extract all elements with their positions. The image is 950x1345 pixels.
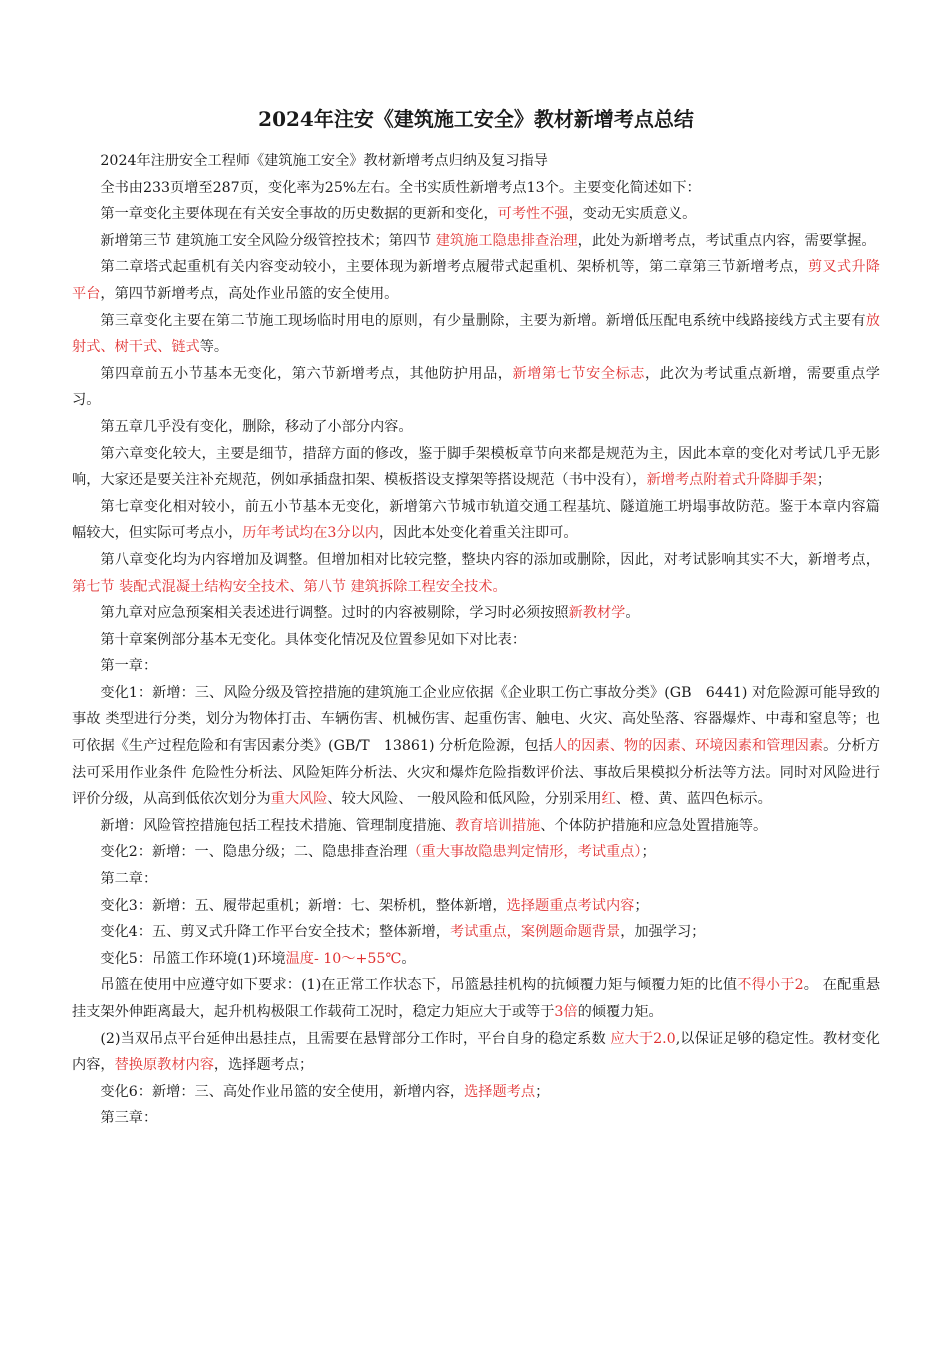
paragraph: [72, 228, 880, 255]
text-run: 变化2：新增：一、隐患分级；二、隐患排查治理: [100, 844, 408, 861]
paragraph: [72, 148, 880, 175]
text-run: ；: [535, 1083, 550, 1100]
text-run: ，此次为考试重点新增，需要重点学习。: [72, 365, 880, 409]
highlighted-text: 红: [601, 791, 616, 808]
paragraph: [72, 919, 880, 946]
text-run: ；: [641, 844, 656, 861]
text-run: ，加强学习；: [620, 924, 706, 941]
paragraph: [72, 680, 880, 813]
text-run: 第十章案例部分基本无变化。具体变化情况及位置参见如下对比表：: [100, 631, 527, 648]
highlighted-text: 选择题考点: [464, 1083, 536, 1100]
highlighted-text: 新教材学: [568, 605, 626, 622]
text-run: 变化6：新增：三、高处作业吊篮的安全使用，新增内容，: [100, 1083, 465, 1100]
text-run: 第八章变化均为内容增加及调整。但增加相对比较完整，整块内容的添加或删除，因此，对考试影响其实不大，新增考点，: [100, 551, 880, 568]
text-run: ，选择题考点；: [213, 1057, 314, 1074]
text-run: 。分析方法可采用作业条件 危险性分析法、风险矩阵分析法、火灾和爆炸危险指数评价法、事故后果模拟分析法等方法。同时对风险进行评价分级，从高到低依次划分为: [72, 738, 880, 808]
text-run: 第二章：: [100, 871, 158, 888]
text-run: 第五章几乎没有变化，删除，移动了小部分内容。: [100, 418, 413, 435]
paragraph: [72, 627, 880, 654]
text-run: 变化5：吊篮工作环境(1)环境: [100, 950, 286, 967]
highlighted-text: 不得小于2: [737, 977, 804, 994]
text-run: 变化4：五、剪叉式升降工作平台安全技术；整体新增，: [100, 924, 450, 941]
highlighted-text: 人的因素、物的因素、环境因素和管理因素: [552, 738, 824, 755]
highlighted-text: 重大风险: [270, 791, 328, 808]
text-run: 第九章对应急预案相关表述进行调整。过时的内容被剔除，学习时必须按照: [100, 605, 569, 622]
paragraph: [72, 308, 880, 361]
text-run: 新增第三节 建筑施工安全风险分级管控技术；第四节: [100, 232, 436, 249]
text-run: ；: [816, 472, 832, 489]
text-run: (2)当双吊点平台延伸出悬挂点，且需要在悬臂部分工作时，平台自身的稳定系数: [100, 1030, 611, 1047]
text-run: 。 在配重悬挂支架外伸距离最大，起升机构极限工作载荷工况时，稳定力矩应大于或等于: [72, 977, 881, 1020]
paragraph: [72, 1105, 880, 1132]
text-run: 第一章变化主要体现在有关安全事故的历史数据的更新和变化，: [100, 206, 498, 223]
paragraph: [72, 547, 880, 600]
paragraph: [72, 813, 880, 840]
text-run: 第六章变化较大，主要是细节，措辞方面的修改，鉴于脚手架模板章节向来都是规范为主，因此本章的变化对考试几乎无影响，大家还是要关注补充规范，例如承插盘扣架、模板搭设支撑架等搭设规范（书中没有），: [72, 445, 880, 489]
highlighted-text: 温度- 10～+55℃: [285, 950, 402, 967]
text-run: 2024年注册安全工程师《建筑施工安全》教材新增考点归纳及复习指导: [100, 153, 548, 169]
text-run: 吊篮在使用中应遵守如下要求：(1)在正常工作状态下，吊篮悬挂机构的抗倾覆力矩与倾覆力矩的比值: [100, 977, 738, 994]
text-run: 。: [625, 605, 640, 622]
text-run: 第四章前五小节基本无变化，第六节新增考点，其他防护用品，: [100, 365, 513, 382]
paragraph: [72, 1079, 880, 1106]
paragraph: [72, 494, 880, 547]
paragraph: [72, 414, 880, 441]
text-run: 的倾覆力矩。: [577, 1004, 663, 1020]
highlighted-text: 新增第七节安全标志: [512, 365, 646, 382]
highlighted-text: 应大于2.0: [610, 1030, 676, 1047]
text-run: 第三章变化主要在第二节施工现场临时用电的原则，有少量删除，主要为新增。新增低压配电系统中线路接线方式主要有: [100, 312, 866, 329]
highlighted-text: 第七节 装配式混凝土结构安全技术、第八节 建筑拆除工程安全技术。: [72, 578, 507, 595]
text-run: 第一章：: [100, 658, 158, 675]
paragraph: [72, 653, 880, 680]
highlighted-text: 历年考试均在3分以内: [242, 525, 379, 542]
text-run: 、较大风险、 一般风险和低风险，分别采用: [327, 791, 602, 808]
text-run: 变化3：新增：五、履带起重机；新增：七、架桥机，整体新增，: [100, 897, 507, 914]
highlighted-text: 可考性不强: [497, 206, 569, 223]
paragraph: [72, 175, 880, 202]
text-run: ，因此本处变化着重关注即可。: [378, 525, 578, 542]
highlighted-text: 新增考点附着式升降脚手架: [646, 472, 817, 489]
text-run: 第三章：: [100, 1110, 158, 1127]
paragraph: [72, 972, 880, 1025]
highlighted-text: 替换原教材内容: [114, 1057, 214, 1074]
text-run: 新增：风险管控措施包括工程技术措施、管理制度措施、: [100, 817, 456, 834]
text-run: ，变动无实质意义。: [568, 206, 697, 223]
text-run: 。: [401, 950, 416, 967]
text-run: 等。: [199, 339, 229, 356]
paragraph: [72, 441, 880, 494]
text-run: ；: [634, 897, 649, 914]
document-body: [72, 148, 880, 1132]
text-run: 第七章变化相对较小，前五小节基本无变化，新增第六节城市轨道交通工程基坑、隧道施工坍塌事故防范。鉴于本章内容篇幅较大，但实际可考点小，: [72, 498, 880, 542]
highlighted-text: 放射式、树干式、链式: [72, 312, 880, 356]
text-run: 、个体防护措施和应急处置措施等。: [540, 817, 768, 834]
paragraph: [72, 893, 880, 920]
paragraph: [72, 839, 880, 866]
text-run: ,以保证足够的稳定性。教材变化内容，: [72, 1030, 880, 1074]
highlighted-text: 建筑施工隐患排查治理: [435, 232, 578, 249]
highlighted-text: 教育培训措施: [455, 817, 541, 834]
paragraph: [72, 1026, 880, 1079]
paragraph: [72, 254, 880, 307]
paragraph: [72, 946, 880, 973]
text-run: ，此处为新增考点，考试重点内容，需要掌握。: [577, 232, 876, 249]
highlighted-text: （重大事故隐患判定情形，考试重点）: [407, 844, 642, 861]
highlighted-text: 3倍: [554, 1004, 578, 1020]
highlighted-text: 考试重点，案例题命题背景: [449, 924, 621, 941]
paragraph: [72, 201, 880, 228]
text-run: 变化1：新增：三、风险分级及管控措施的建筑施工企业应依据《企业职工伤亡事故分类》(GB 6441) 对危险源可能导致的事故 类型进行分类，划分为物体打击、车辆伤害、机械伤害、起重伤害、触电、火灾、高处坠落、容器爆炸、中毒和窒息等；也可依据《生产过程危险和有害因素分类》(GB/T 13861) 分析危险源，包括: [72, 684, 880, 755]
paragraph: [72, 600, 880, 627]
highlighted-text: 选择题重点考试内容: [506, 897, 635, 914]
text-run: 、橙、黄、蓝四色标示。: [615, 791, 772, 808]
paragraph: [72, 361, 880, 414]
text-run: 第二章塔式起重机有关内容变动较小，主要体现为新增考点履带式起重机、架桥机等，第二章第三节新增考点，: [100, 259, 809, 276]
highlighted-text: 剪叉式升降平台: [72, 259, 880, 302]
paragraph: [72, 866, 880, 893]
document-title: 2024年注安《建筑施工安全》教材新增考点总结: [258, 107, 694, 131]
text-run: ，第四节新增考点，高处作业吊篮的安全使用。: [100, 285, 399, 302]
text-run: 全书由233页增至287页，变化率为25%左右。全书实质性新增考点13个。主要变化简述如下：: [100, 179, 701, 196]
